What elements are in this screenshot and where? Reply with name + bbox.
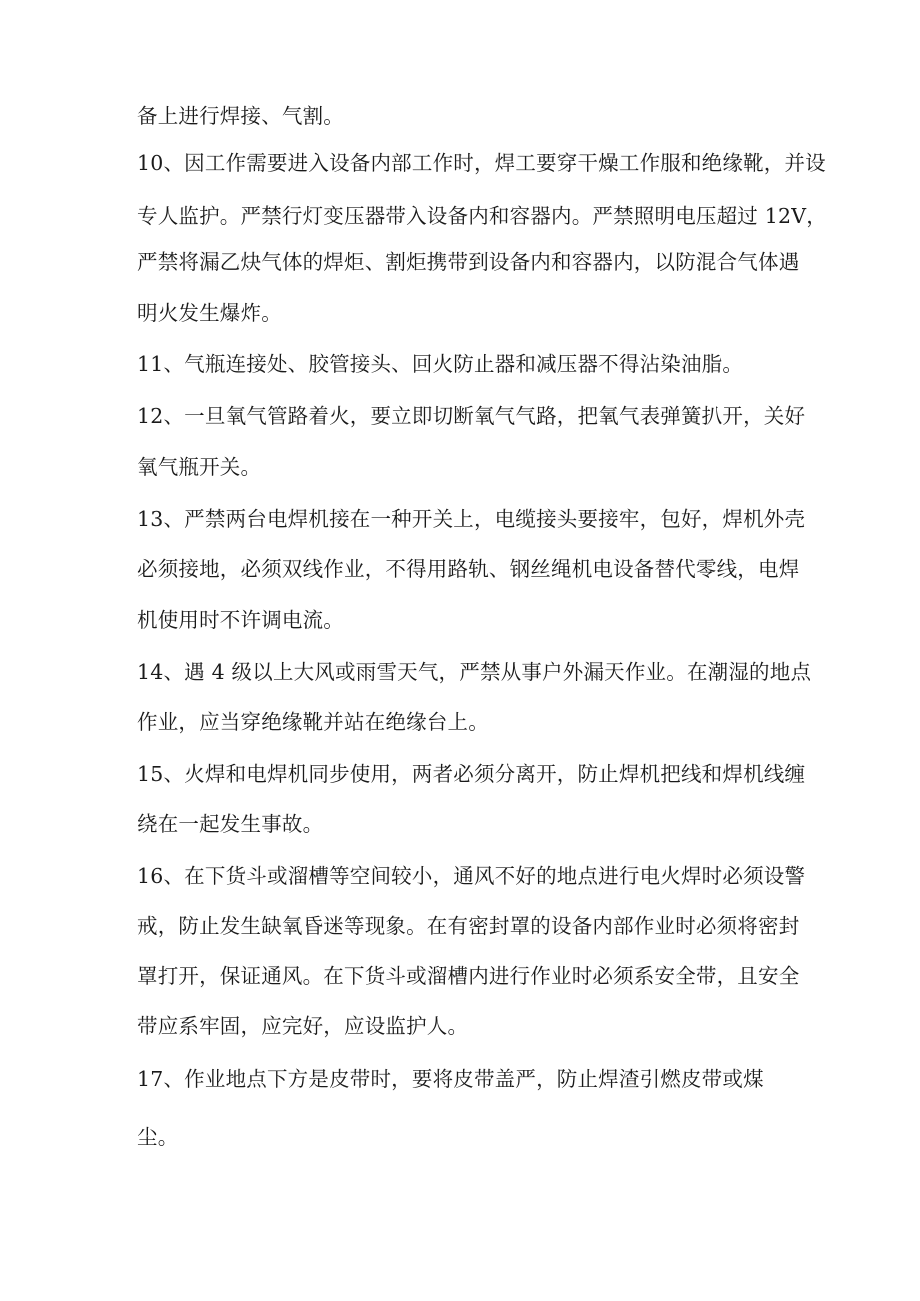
text-line: 专人监护。严禁行灯变压器带入设备内和容器内。严禁照明电压超过 12V，: [137, 204, 827, 228]
text-line: 11、气瓶连接处、胶管接头、回火防止器和减压器不得沾染油脂。: [137, 352, 744, 376]
text-line: 戒，防止发生缺氧昏迷等现象。在有密封罩的设备内部作业时必须将密封: [137, 914, 800, 938]
text-line: 备上进行焊接、气割。: [137, 104, 344, 128]
text-line: 必须接地，必须双线作业，不得用路轨、钢丝绳机电设备替代零线，电焊: [137, 557, 800, 581]
text-line: 机使用时不许调电流。: [137, 608, 344, 632]
text-line: 15、火焊和电焊机同步使用，两者必须分离开，防止焊机把线和焊机线缠: [137, 762, 806, 786]
text-line: 10、因工作需要进入设备内部工作时，焊工要穿干燥工作服和绝缘靴，并设: [137, 151, 826, 175]
text-line: 氧气瓶开关。: [137, 455, 262, 479]
text-line: 12、一旦氧气管路着火，要立即切断氧气气路，把氧气表弹簧扒开，关好: [137, 404, 806, 428]
text-line: 尘。: [137, 1125, 179, 1149]
text-line: 绕在一起发生事故。: [137, 812, 324, 836]
text-line: 罩打开，保证通风。在下货斗或溜槽内进行作业时必须系安全带，且安全: [137, 964, 800, 988]
text-line: 作业，应当穿绝缘靴并站在绝缘台上。: [137, 710, 489, 734]
text-line: 14、遇 4 级以上大风或雨雪天气，严禁从事户外漏天作业。在潮湿的地点: [137, 660, 812, 684]
text-line: 17、作业地点下方是皮带时，要将皮带盖严，防止焊渣引燃皮带或煤: [137, 1067, 764, 1091]
text-line: 13、严禁两台电焊机接在一种开关上，电缆接头要接牢，包好，焊机外壳: [137, 507, 806, 531]
text-line: 明火发生爆炸。: [137, 301, 282, 325]
text-line: 带应系牢固，应完好，应设监护人。: [137, 1014, 469, 1038]
text-line: 16、在下货斗或溜槽等空间较小，通风不好的地点进行电火焊时必须设警: [137, 864, 806, 888]
text-line: 严禁将漏乙炔气体的焊炬、割炬携带到设备内和容器内，以防混合气体遇: [137, 250, 800, 274]
